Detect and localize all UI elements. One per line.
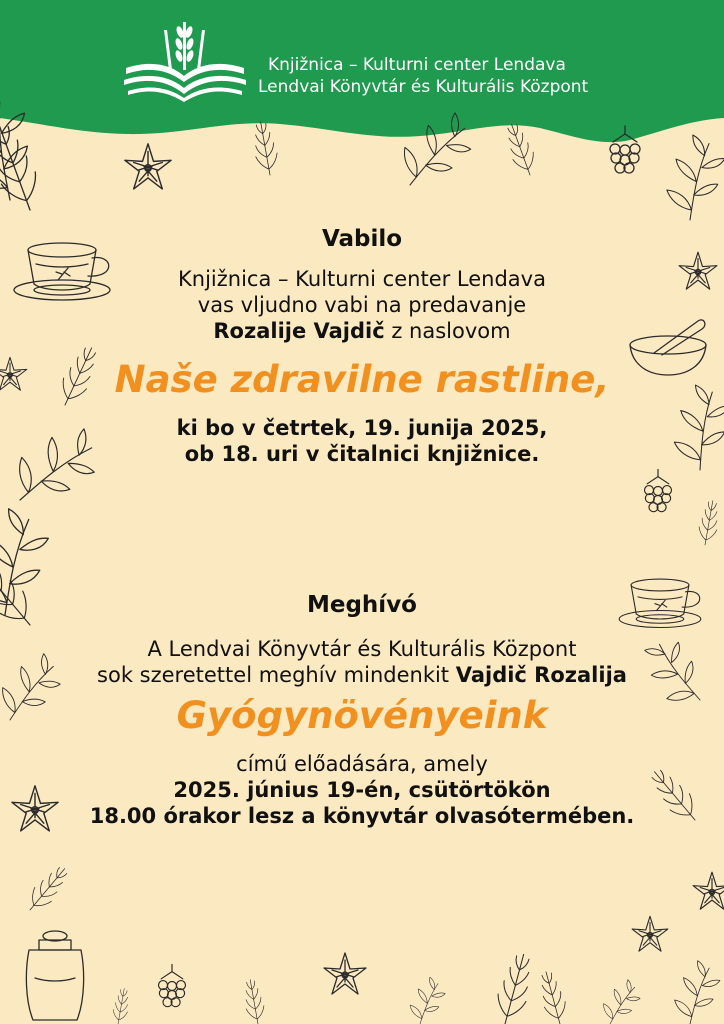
jar-icon xyxy=(26,931,83,1020)
slovenian-section xyxy=(0,226,724,467)
organization-name xyxy=(258,54,588,98)
hungarian-section xyxy=(0,592,724,829)
date-line-hungarian: 2025. június 19-én, csütörtökön xyxy=(173,778,551,802)
speaker-name: Rozalije Vajdič xyxy=(213,319,385,343)
time-place-slovenian: ob 18. uri v čitalnici knjižnice. xyxy=(184,442,540,466)
hu-speaker-name: Vajdič Rozalija xyxy=(455,663,627,687)
invite-line-1: Knjižnica – Kulturni center Lendava xyxy=(178,267,546,291)
org-name-hungarian: Lendvai Könyvtár és Kulturális Központ xyxy=(258,77,589,97)
lecture-title-slovenian: Naše zdravilne rastline, xyxy=(114,358,610,401)
lecture-title-hungarian: Gyógynövényeink xyxy=(176,694,548,737)
date-line-slovenian: ki bo v četrtek, 19. junija 2025, xyxy=(176,416,548,440)
time-place-hungarian: 18.00 órakor lesz a könyvtár olvasótermében. xyxy=(89,804,635,828)
invite-line-3-rest: z naslovom xyxy=(384,319,511,343)
heading-vabilo: Vabilo xyxy=(321,226,403,252)
hu-invite-line-2-start: sok szeretettel meghív mindenkit xyxy=(97,663,456,687)
invite-line-3 xyxy=(0,318,724,344)
org-name-slovenian: Knjižnica – Kulturni center Lendava xyxy=(268,55,566,75)
invite-line-2: vas vljudno vabi na predavanje xyxy=(197,293,527,317)
hu-invite-line-2 xyxy=(0,662,724,688)
heading-meghivo: Meghívó xyxy=(306,592,417,618)
book-wheat-logo xyxy=(120,18,250,104)
hu-invite-line-1: A Lendvai Könyvtár és Kulturális Központ xyxy=(147,637,577,661)
hu-invite-line-3: című előadására, amely xyxy=(236,752,488,776)
